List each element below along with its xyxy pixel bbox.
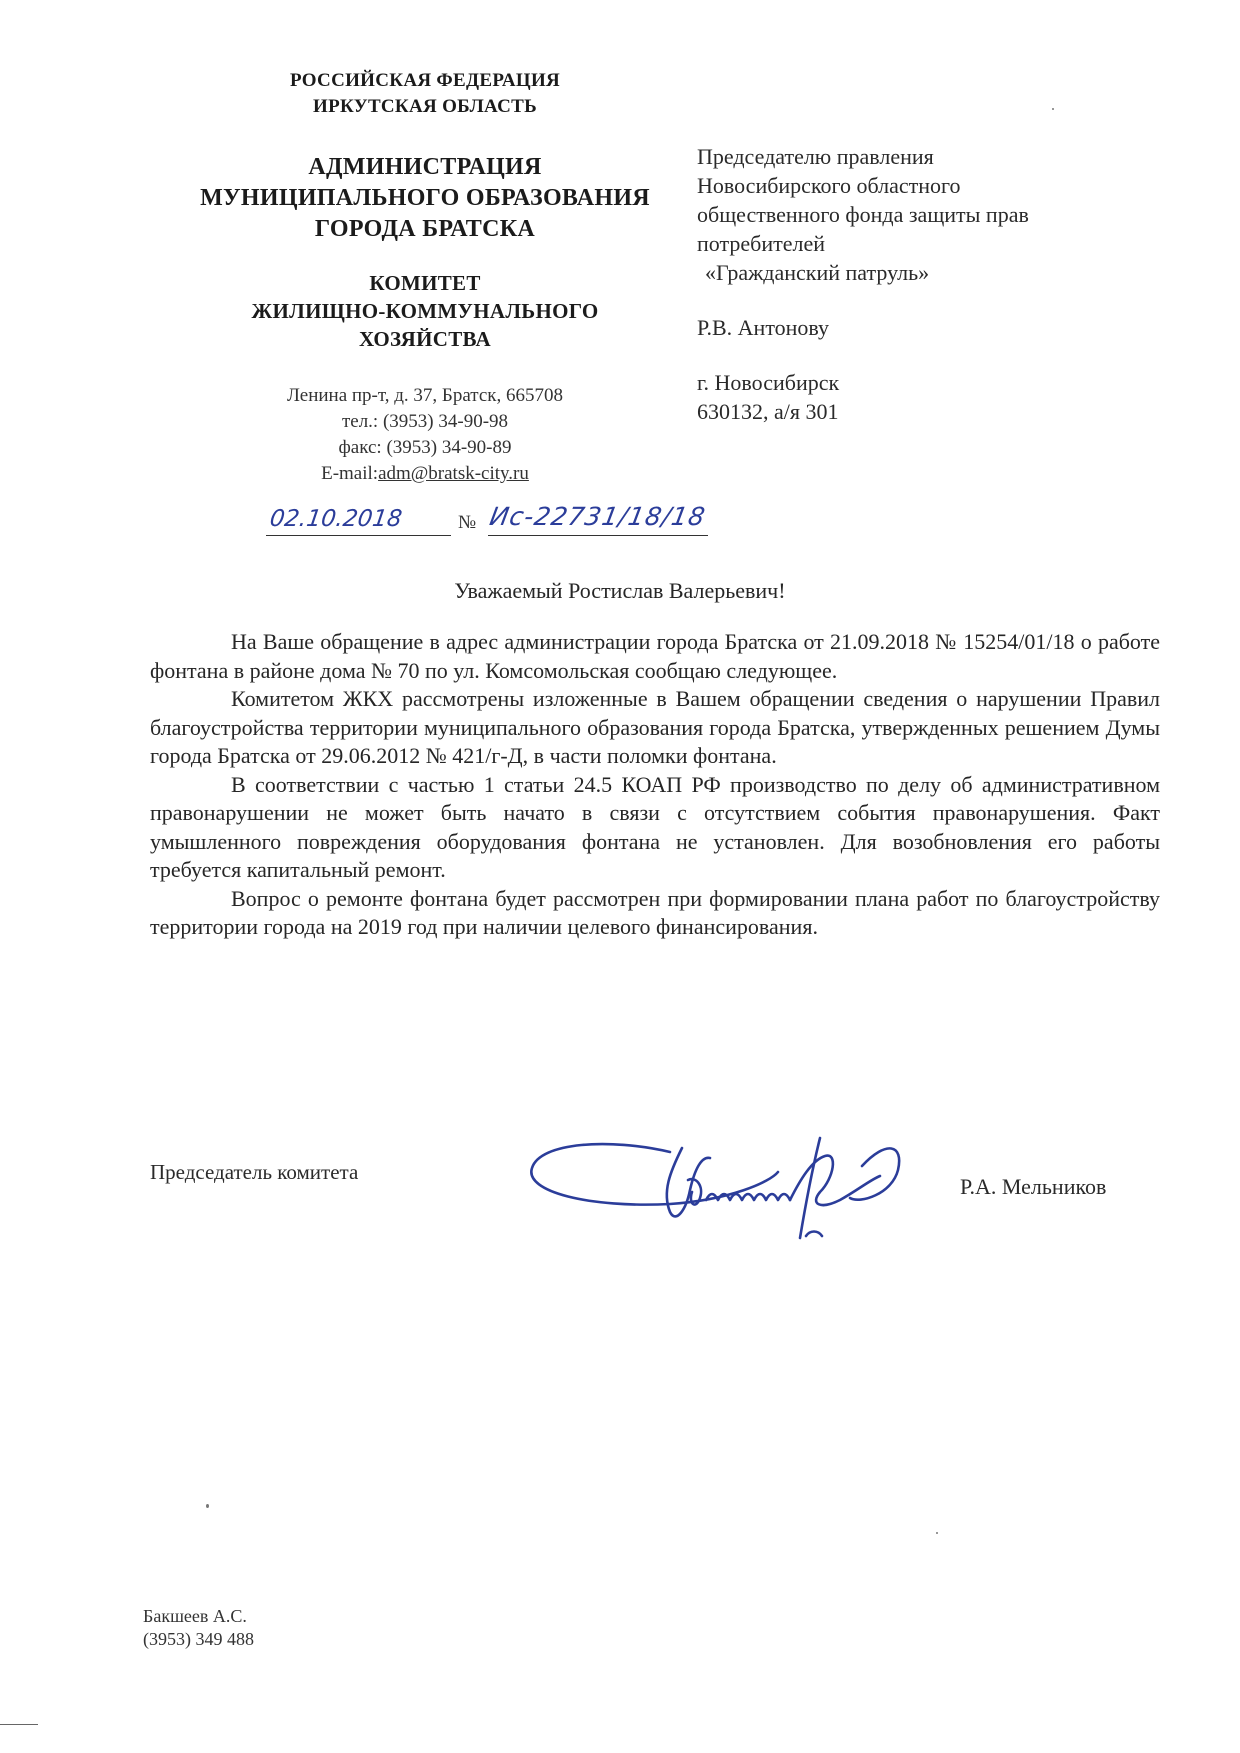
scan-edge-mark <box>0 1724 38 1725</box>
letter-body <box>150 628 1160 942</box>
committee-line-3: ХОЗЯЙСТВА <box>359 327 491 351</box>
addressee-spacer <box>697 287 1147 313</box>
executor-block <box>143 1605 543 1651</box>
email-label: E-mail: <box>321 463 379 484</box>
region-name: ИРКУТСКАЯ ОБЛАСТЬ <box>313 96 537 117</box>
addressee-line-4: потребителей <box>697 231 825 256</box>
letterhead-country-block <box>200 68 650 120</box>
sender-fax: факс: (3953) 34-90-89 <box>338 437 512 458</box>
signatory-name: Р.А. Мельников <box>960 1174 1107 1199</box>
email-link[interactable]: adm@bratsk-city.ru <box>378 463 529 484</box>
salutation: Уважаемый Ростислав Валерьевич! <box>454 578 786 603</box>
body-paragraph-1: На Ваше обращение в адрес администрации города Братска от 21.09.2018 № 15254/01/18 о работе фонтана в районе дома № 70 по ул. Комсомольская сообщаю следующее. <box>150 629 1160 683</box>
addressee-city: г. Новосибирск <box>697 370 840 395</box>
body-paragraph-3: В соответствии с частью 1 статьи 24.5 КОАП РФ производство по делу об административном правонарушении не может быть начато в связи с отсутствием события правонарушения. Факт умышленного повреждения оборудования фонтана не установлен. Для возобновления его работы требуется капитальный ремонт. <box>150 771 1160 882</box>
date-underline <box>266 535 451 536</box>
scan-speck <box>206 1504 209 1508</box>
letterhead-administration <box>180 152 670 245</box>
committee-line-1: КОМИТЕТ <box>369 271 481 295</box>
sender-email-row <box>200 461 650 487</box>
committee-line-2: ЖИЛИЩНО-КОММУНАЛЬНОГО <box>251 299 599 323</box>
registration-number: Ис-22731/18/18 <box>487 502 709 531</box>
scan-speck <box>936 1532 938 1534</box>
addressee-person: Р.В. Антонову <box>697 315 830 340</box>
admin-line-3: ГОРОДА БРАТСКА <box>314 216 536 242</box>
executor-name: Бакшеев А.С. <box>143 1606 247 1626</box>
admin-line-2: МУНИЦИПАЛЬНОГО ОБРАЗОВАНИЯ <box>200 185 650 211</box>
addressee-postal: 630132, а/я 301 <box>697 399 839 424</box>
sender-phone: тел.: (3953) 34-90-98 <box>341 411 509 432</box>
addressee-line-2: Новосибирского областного <box>697 173 961 198</box>
body-paragraph-2: Комитетом ЖКХ рассмотрены изложенные в Вашем обращении сведения о нарушении Правил благоустройства территории муниципального образования города Братска, утвержденных решением Думы города Братска от 29.06.2012 № 421/г-Д, в части поломки фонтана. <box>150 686 1160 768</box>
registration-date: 02.10.2018 <box>268 506 404 532</box>
signatory-title: Председатель комитета <box>150 1160 359 1184</box>
number-underline <box>488 535 708 536</box>
admin-line-1: АДМИНИСТРАЦИЯ <box>308 154 542 180</box>
country-name: РОССИЙСКАЯ ФЕДЕРАЦИЯ <box>289 70 561 91</box>
scan-speck <box>1052 108 1054 110</box>
addressee-line-1: Председателю правления <box>697 144 934 169</box>
letterhead-committee <box>200 269 650 353</box>
executor-phone: (3953) 349 488 <box>143 1629 254 1649</box>
registration-line <box>266 502 766 542</box>
sender-address: Ленина пр-т, д. 37, Братск, 665708 <box>287 385 563 406</box>
number-sign: № <box>458 512 477 533</box>
addressee-block <box>697 142 1147 426</box>
addressee-line-5: «Гражданский патруль» <box>705 260 930 285</box>
handwritten-signature <box>520 1120 940 1260</box>
letterhead-contacts <box>200 383 650 487</box>
addressee-line-3: общественного фонда защиты прав <box>697 202 1029 227</box>
body-paragraph-4: Вопрос о ремонте фонтана будет рассмотрен при формировании плана работ по благоустройству территории города на 2019 год при наличии целевого финансирования. <box>150 885 1160 939</box>
addressee-spacer-2 <box>697 342 1147 368</box>
